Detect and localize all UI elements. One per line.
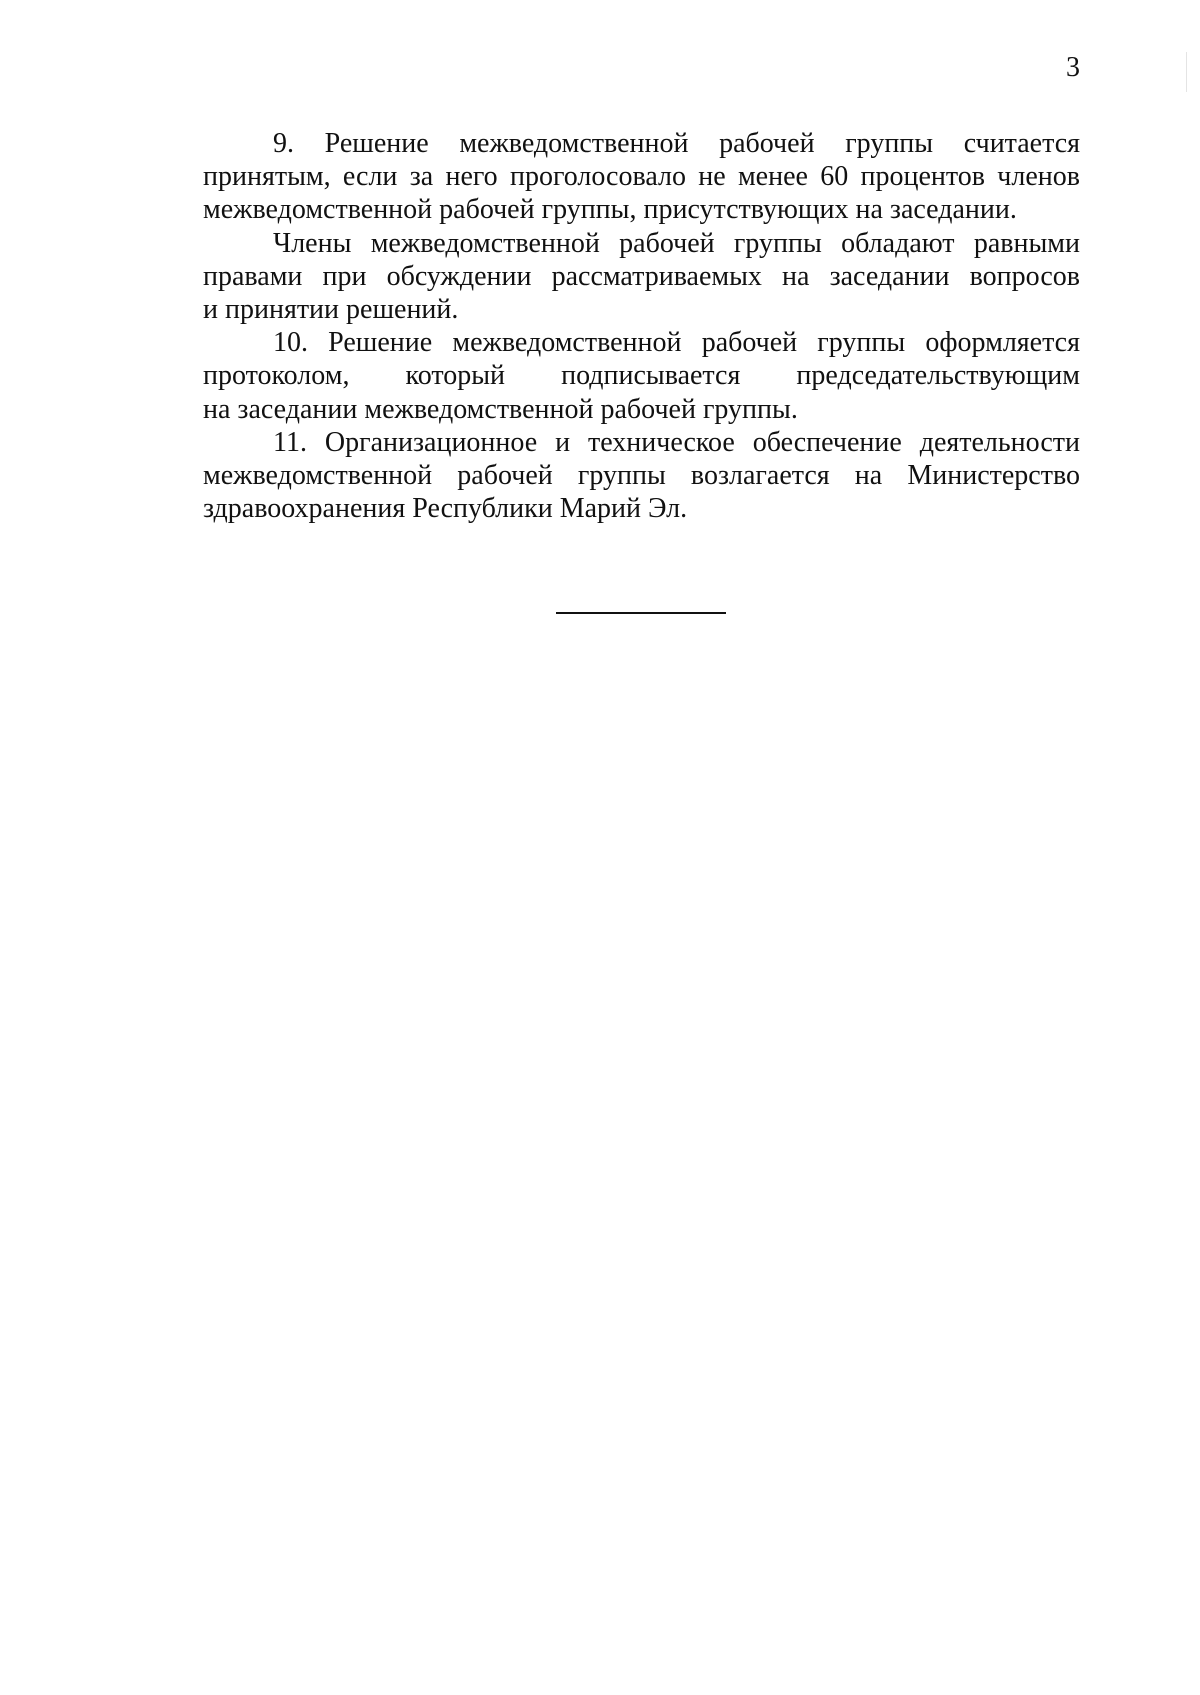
page-number: 3 — [1066, 52, 1080, 83]
paragraph-line: Члены межведомственной рабочей группы обладают равными — [273, 227, 1080, 259]
scan-edge-mark — [1186, 52, 1187, 92]
paragraph-line: межведомственной рабочей группы, присутствующих на заседании. — [203, 194, 1017, 226]
document-body — [203, 127, 1080, 525]
paragraph-line: межведомственной рабочей группы возлагается на Министерство — [203, 459, 1080, 491]
paragraph-item-10 — [203, 326, 1080, 426]
paragraph-item-11 — [203, 426, 1080, 526]
paragraph-line: протоколом, который подписывается председательствующим — [203, 360, 1080, 392]
end-separator-line — [556, 612, 726, 614]
paragraph-item-9 — [203, 127, 1080, 227]
paragraph-line: 9. Решение межведомственной рабочей группы считается — [273, 128, 1080, 159]
paragraph-line: 10. Решение межведомственной рабочей группы оформляется — [273, 327, 1080, 359]
paragraph-line: правами при обсуждении рассматриваемых на заседании вопросов — [203, 260, 1080, 292]
paragraph-line: на заседании межведомственной рабочей группы. — [203, 393, 798, 425]
paragraph-line: 11. Организационное и техническое обеспечение деятельности — [273, 426, 1080, 458]
paragraph-line: и принятии решений. — [203, 293, 459, 325]
paragraph-members-rights — [203, 227, 1080, 327]
paragraph-line: здравоохранения Республики Марий Эл. — [203, 493, 688, 525]
paragraph-line: принятым, если за него проголосовало не менее 60 процентов членов — [203, 161, 1080, 193]
